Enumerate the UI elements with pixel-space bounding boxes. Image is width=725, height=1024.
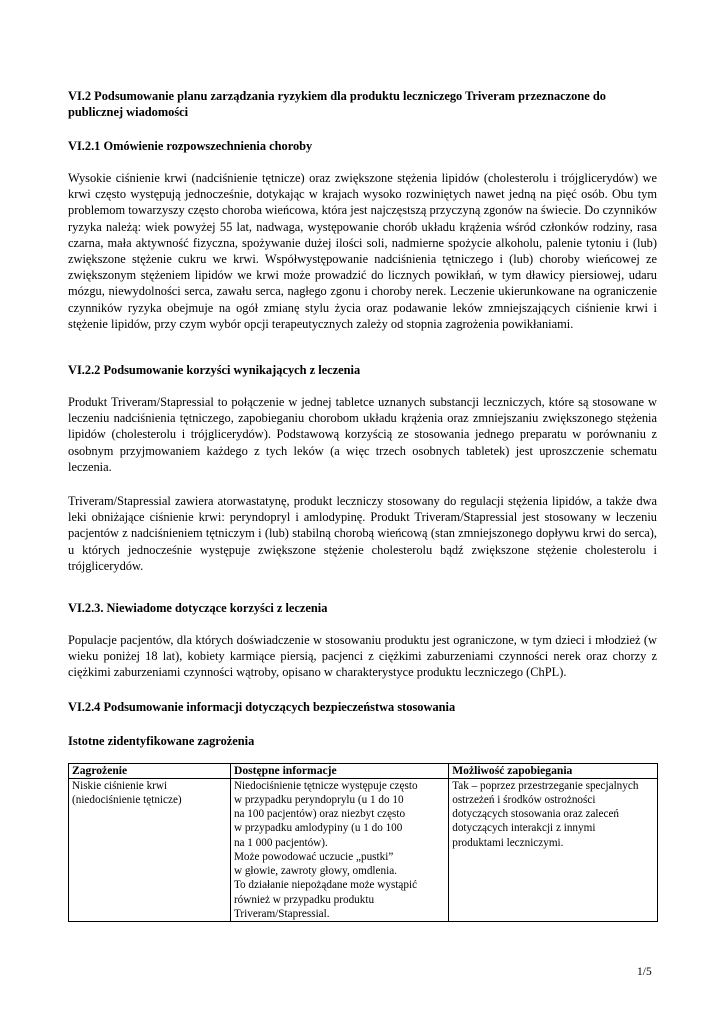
- column-header-risk: Zagrożenie: [69, 763, 231, 778]
- paragraph-disease-prevalence: Wysokie ciśnienie krwi (nadciśnienie tętnicze) oraz zwiększone stężenia lipidów (cholesterolu i trójglicerydów) we krwi często występują jednocześnie, dotykając w krajach wysoko rozwiniętych nawet jedną na pięć osób. Obu tym problemom towarzyszy często choroba wieńcowa, która jest najczęstszą przyczyną zgonów na świecie. Do czynników ryzyka należą: wiek powyżej 55 lat, nadwaga, występowanie chorób układu krążenia wśród członków rodziny, rasa czarna, mała aktywność fizyczna, spożywanie dużej ilości soli, nadmierne spożycie alkoholu, palenie tytoniu i (lub) zwiększone stężenie cukru we krwi. Współwystępowanie nadciśnienia tętniczego i (lub) choroby wieńcowej ze zwiększonym stężeniem lipidów we krwi może prowadzić do licznych powikłań, w tym dławicy piersiowej, udaru mózgu, niewydolności serca, zawału serca, nagłego zgonu i choroby nerek. Leczenie ukierunkowane na ograniczenie czynników ryzyka obejmuje na ogół zmianę stylu życia oraz podawanie leków zmniejszających ciśnienie krwi i stężenie lipidów, przy czym wybór opcji terapeutycznych zależy od stopnia zagrożenia powikłaniami.: [68, 171, 657, 331]
- risks-table: [68, 763, 658, 922]
- paragraph-benefits-1: Produkt Triveram/Stapressial to połączenie w jednej tabletce uznanych substancji leczniczych, które są stosowane w leczeniu nadciśnienia tętniczego, zapobieganiu chorobom układu krążenia oraz zmniejszaniu zwiększonego stężenia lipidów (cholesterolu i trójglicerydów). Podstawową korzyścią ze stosowania jednego preparatu w porównaniu z osobnym przyjmowaniem każdego z tych leków (a więc trzech osobnych tabletek) jest uproszczenie schematu leczenia.: [68, 395, 657, 474]
- column-header-info: Dostępne informacje: [230, 763, 448, 778]
- paragraph-unknowns: Populacje pacjentów, dla których doświadczenie w stosowaniu produktu jest ograniczone, w tym dzieci i młodzież (w wieku poniżej 18 lat), kobiety karmiące piersią, pacjenci z ciężkimi zaburzeniami czynności nerek oraz chorzy z ciężkimi zaburzeniami czynności wątroby, opisano w charakterystyce produktu leczniczego (ChPL).: [68, 633, 657, 680]
- section-heading-vi-2-3: VI.2.3. Niewiadome dotyczące korzyści z leczenia: [68, 601, 328, 616]
- table-row: [69, 778, 658, 921]
- section-heading-vi-2-2: VI.2.2 Podsumowanie korzyści wynikających z leczenia: [68, 363, 361, 378]
- document-title: VI.2 Podsumowanie planu zarządzania ryzykiem dla produktu leczniczego Triveram przeznaczone do publicznej wiadomości: [68, 89, 606, 119]
- column-header-prevention: Możliwość zapobiegania: [449, 763, 658, 778]
- cell-prevention: Tak – poprzez przestrzeganie specjalnych ostrzeżeń i środków ostrożności dotyczących stosowania oraz zaleceń dotyczących interakcji z innymi produktami leczniczymi.: [449, 778, 658, 921]
- table-header-row: [69, 763, 658, 778]
- section-heading-vi-2-4: VI.2.4 Podsumowanie informacji dotyczących bezpieczeństwa stosowania: [68, 699, 456, 714]
- cell-info: Niedociśnienie tętnicze występuje często w przypadku peryndoprylu (u 1 do 10 na 100 pacjentów) oraz niezbyt często w przypadku amlodypiny (u 1 do 100 na 1 000 pacjentów). Może powodować uczucie „pustki” w głowie, zawroty głowy, omdlenia. To działanie niepożądane może wystąpić również w przypadku produktu Triveram/Stapressial.: [230, 778, 448, 921]
- section-heading-vi-2-1: VI.2.1 Omówienie rozpowszechnienia choroby: [68, 139, 313, 153]
- page-number: 1/5: [637, 966, 652, 978]
- paragraph-benefits-2: Triveram/Stapressial zawiera atorwastatynę, produkt leczniczy stosowany do regulacji stężenia lipidów, a także dwa leki obniżające ciśnienie krwi: peryndopryl i amlodypinę. Produkt Triveram/Stapressial jest stosowany w leczeniu pacjentów z nadciśnieniem tętniczym i (lub) stabilną chorobą wieńcową (stan zmniejszonego dopływu krwi do serca), u których jednocześnie występuje zwiększone stężenie cholesterolu bądź zwiększone stężenie cholesterolu i trójglicerydów.: [68, 494, 657, 573]
- cell-risk: Niskie ciśnienie krwi (niedociśnienie tętnicze): [69, 778, 231, 921]
- subheading-identified-risks: Istotne zidentyfikowane zagrożenia: [68, 733, 255, 748]
